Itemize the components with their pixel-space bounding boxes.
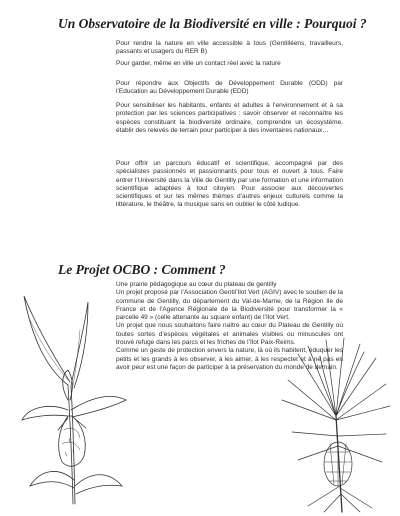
paragraph-contact: Pour garder, même en ville un contact réel avec la nature <box>116 60 281 67</box>
paragraph-odd: Pour répondre aux Objectifs de Développement Durable (ODD) par l’Education au Développement Durable (EDD) <box>116 80 343 96</box>
paragraph-projet: Une prairie pédagogique au cœur du plateau de gentilly Un projet proposé par l’Association Gentil’Ilot Vert (AGIV) avec le soutien de la commune de Gentilly, du département du Val-de-Marne, de la Région Ile de France et de l’Agence Régionale de la Biodiversité pour transformer la « parcelle 49 » (celle attenante au square enfant) de l’Ilot Vert. Un projet que nous souhaitons faire naître au cœur du Plateau de Gentilly où toutes sortes d’espèces végétales et animales visibles ou minuscules ont trouvé refuge dans les parcs et les friches de l’îlot Paix-Reims. Comme un geste de protection envers la nature, là où ils habitent, éduquer les petits et les grands à les observer, à les aimer, à les respecter et à ne pas en avoir peur est une façon de participer à la préservation du monde de demain. <box>116 281 343 371</box>
orchid-illustration <box>18 290 136 510</box>
section-title-comment: Le Projet OCBO : Comment ? <box>58 262 226 277</box>
paragraph-accessible: Pour rendre la nature en ville accessible à tous (Gentilléens, travailleurs, passants et usagers du RER B) <box>116 40 343 56</box>
pine-branch-illustration <box>268 336 394 514</box>
section-title-pourquoi: Un Observatoire de la Biodiversité en ville : Pourquoi ? <box>58 16 367 31</box>
paragraph-parcours: Pour offrir un parcours éducatif et scientifique, accompagné par des spécialistes passionnés et passionnants pour tous et ouvert à tous. Faire entrer l’Université dans la Ville de Gentilly par une formation et une information scientifique adaptées à tout citoyen. Pour associer aux découvertes scientifiques et sur les mêmes thèmes d’autres enjeux culturels comme la littérature, le théâtre, la musique sans en oublier le côté ludique. <box>116 160 343 209</box>
paragraph-sensibiliser: Pour sensibiliser les habitants, enfants et adultes à l’environnement et à sa protection par les sciences participatives : savoir observer et reconnaître les espèces constituant la biodiversité ordinaire, comprendre un écosystème, établir des relevés de terrain pour participer à des inventaires nationaux… <box>116 102 343 134</box>
